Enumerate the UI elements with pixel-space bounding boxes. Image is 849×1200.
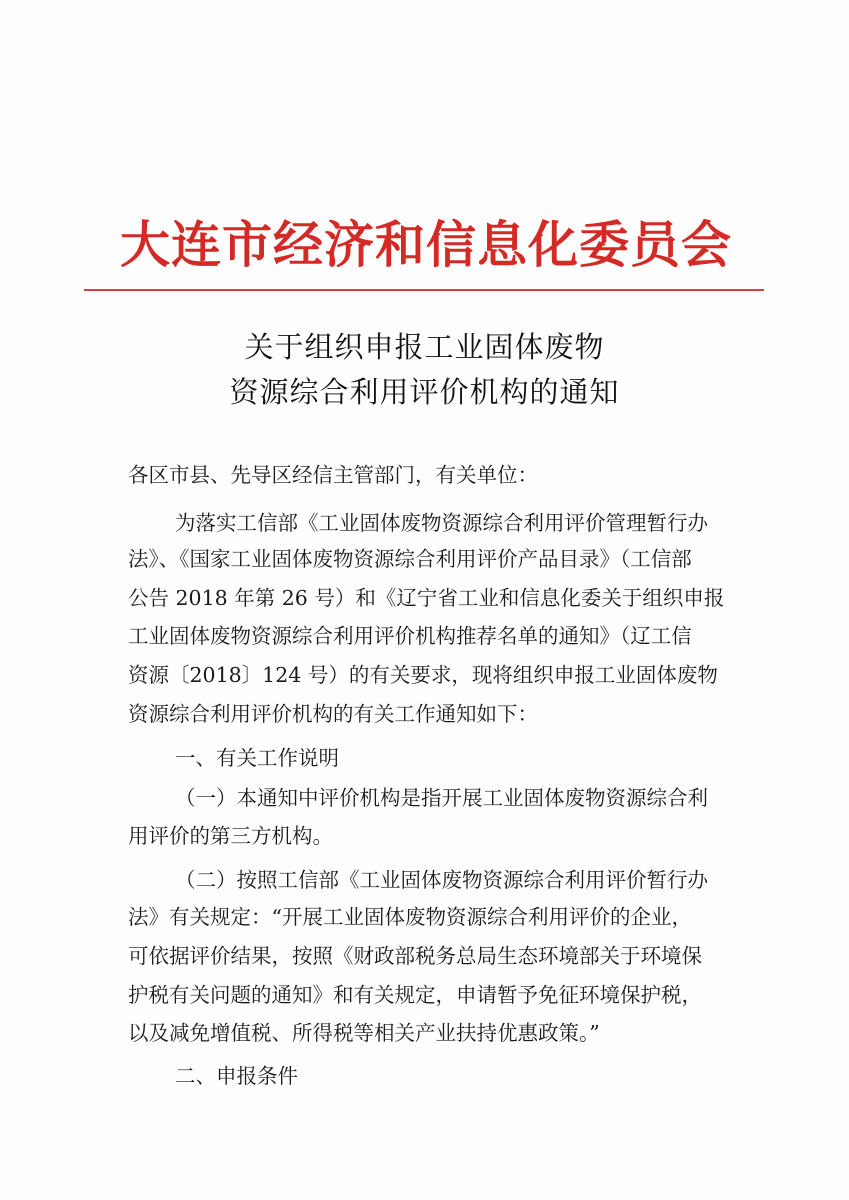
paragraph-line: （二）按照工信部《工业固体废物资源综合利用评价暂行办 [175, 868, 708, 892]
paragraph-line: 以及减免增值税、所得税等相关产业扶持优惠政策。” [128, 1021, 600, 1045]
section-heading-2: 二、申报条件 [175, 1064, 298, 1088]
salutation: 各区市县、先导区经信主管部门，有关单位： [128, 463, 538, 487]
paragraph-line: 法》有关规定：“开展工业固体废物资源综合利用评价的企业， [128, 905, 692, 929]
issuer-masthead: 大连市经济和信息化委员会 [120, 215, 732, 274]
red-divider-line [84, 289, 764, 291]
paragraph-line: 工业固体废物资源综合利用评价机构推荐名单的通知》（辽工信 [128, 624, 692, 648]
paragraph-line: （一）本通知中评价机构是指开展工业固体废物资源综合利 [175, 786, 708, 810]
paragraph-line: 资源综合利用评价机构的有关工作通知如下： [128, 702, 538, 726]
paragraph-line: 为落实工信部《工业固体废物资源综合利用评价管理暂行办 [175, 511, 708, 535]
paragraph-line: 法》、《国家工业固体废物资源综合利用评价产品目录》（工信部 [128, 547, 692, 571]
paragraph-line: 用评价的第三方机构。 [128, 824, 333, 848]
section-heading-1: 一、有关工作说明 [175, 746, 339, 770]
document-title-line-1: 关于组织申报工业固体废物 [244, 330, 605, 364]
paragraph-line: 护税有关问题的通知》和有关规定，申请暂予免征环境保护税， [128, 983, 702, 1007]
paragraph-line: 资源〔2018〕124 号）的有关要求，现将组织申报工业固体废物 [128, 663, 718, 687]
paragraph-line: 公告 2018 年第 26 号）和《辽宁省工业和信息化委关于组织申报 [128, 586, 725, 610]
paragraph-line: 可依据评价结果，按照《财政部税务总局生态环境部关于环境保 [128, 944, 702, 968]
document-title-line-2: 资源综合利用评价机构的通知 [229, 375, 620, 409]
